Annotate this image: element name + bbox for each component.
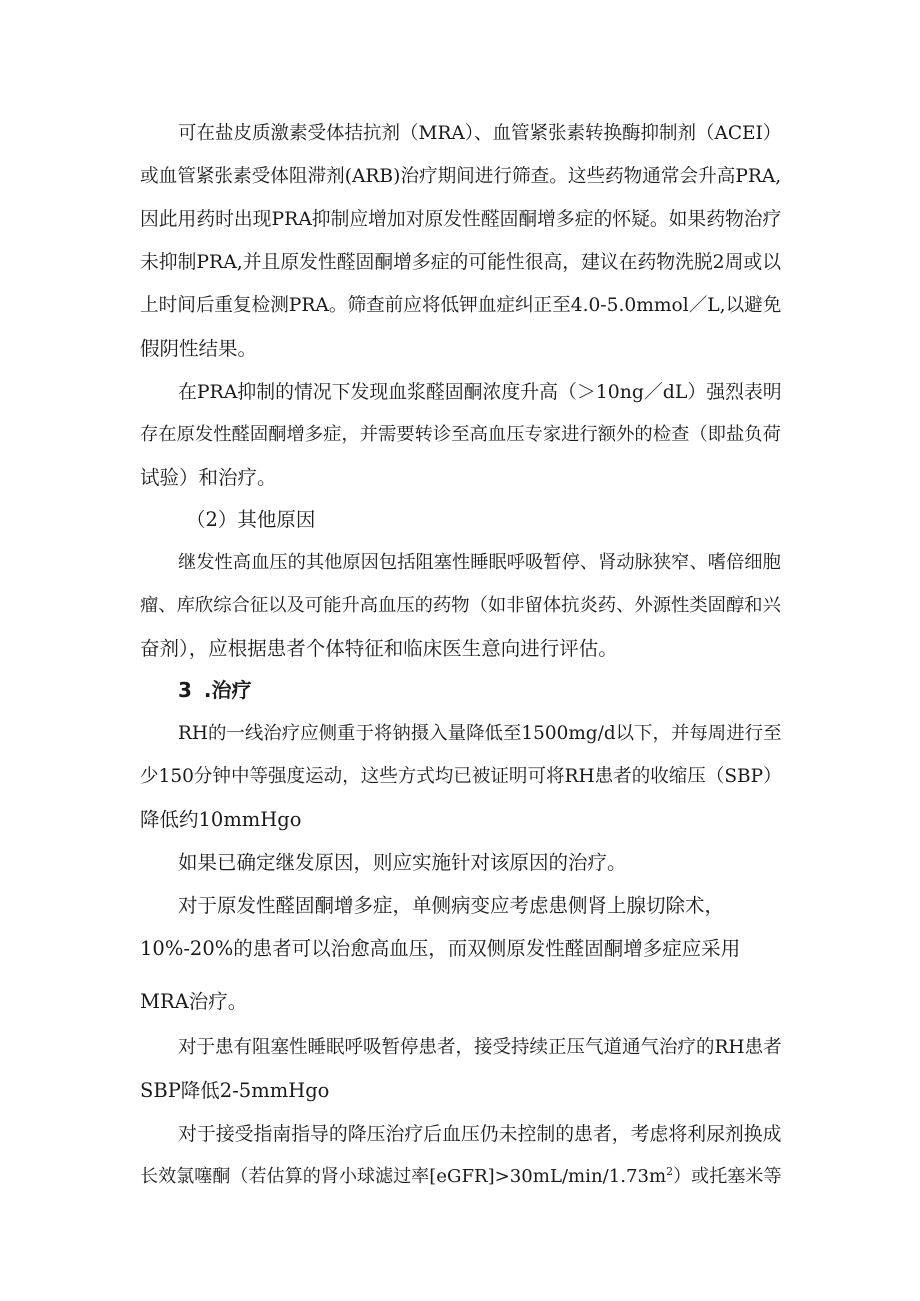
paragraph-1-line-2: 或血管紧张素受体阻滞剂(ARB)治疗期间进行筛查。这些药物通常会升高PRA,: [140, 166, 782, 187]
paragraph-7-line-1: 对于患有阻塞性睡眠呼吸暂停患者，接受持续正压气道通气治疗的RH患者: [178, 1037, 782, 1058]
paragraph-1-line-4: 未抑制PRA,并且原发性醛固酮增多症的可能性很高，建议在药物洗脱2周或以: [140, 252, 782, 273]
paragraph-1-line-6: 假阴性结果。: [140, 337, 258, 360]
paragraph-5: 如果已确定继发原因，则应实施针对该原因的治疗。: [178, 851, 627, 874]
paragraph-8-line-1: 对于接受指南指导的降压治疗后血压仍未控制的患者，考虑将利尿剂换成: [178, 1123, 782, 1145]
paragraph-4-line-1: RH的一线治疗应侧重于将钠摄入量降低至1500mg/d以下，并每周进行至: [178, 723, 782, 744]
paragraph-6-line-2: 10%-20%的患者可以治愈高血压，而双侧原发性醛固酮增多症应采用: [140, 937, 741, 960]
paragraph-6-line-3: MRA治疗。: [140, 990, 248, 1013]
paragraph-3-line-2: 瘤、库欣综合征以及可能升高血压的药物（如非留体抗炎药、外源性类固醇和兴: [140, 595, 781, 616]
paragraph-3-line-3: 奋剂），应根据患者个体特征和临床医生意向进行评估。: [140, 637, 618, 660]
paragraph-2-line-2: 存在原发性醛固酮增多症，并需要转诊至高血压专家进行额外的检查（即盐负荷: [140, 424, 781, 445]
paragraph-2-line-3: 试验）和治疗。: [140, 466, 277, 489]
section-heading-text: .治疗: [203, 678, 252, 702]
paragraph-3-line-1: 继发性高血压的其他原因包括阻塞性睡眠呼吸暂停、肾动脉狭窄、嗜倍细胞: [178, 552, 781, 573]
superscript-two: 2: [666, 1164, 674, 1178]
paragraph-1-line-3: 因此用药时出现PRA抑制应增加对原发性醛固酮增多症的怀疑。如果药物治疗: [140, 209, 782, 230]
paragraph-8-line-2: [140, 1164, 785, 1190]
paragraph-4-line-3: 降低约10mmHgo: [140, 808, 302, 831]
paragraph-2-line-1: 在PRA抑制的情况下发现血浆醛固酮浓度升高（＞10ng／dL）强烈表明: [178, 381, 782, 403]
paragraph-8-line-2-end: ）或托塞米等: [673, 1166, 782, 1187]
paragraph-4-line-2: 少150分钟中等强度运动，这些方式均已被证明可将RH患者的收缩压（SBP）: [140, 766, 782, 787]
sub-heading-other-causes: （2）其他原因: [186, 508, 316, 531]
section-heading-treatment: [178, 677, 252, 703]
paragraph-7-line-2: SBP降低2-5mmHgo: [140, 1079, 330, 1102]
paragraph-1-line-5: 上时间后重复检测PRA。筛查前应将低钾血症纠正至4.0-5.0mmol／L,以避免: [140, 295, 782, 316]
section-heading-number: 3: [178, 678, 192, 702]
paragraph-8-line-2-main: 长效氯噻酮（若估算的肾小球滤过率[eGFR]>30mL/min/1.73m: [140, 1166, 667, 1187]
paragraph-6-line-1: 对于原发性醛固酮增多症，单侧病变应考虑患侧肾上腺切除术，: [178, 894, 725, 917]
paragraph-1-line-1: 可在盐皮质激素受体拮抗剂（MRA）、血管紧张素转换酶抑制剂（ACEI）: [178, 123, 782, 144]
